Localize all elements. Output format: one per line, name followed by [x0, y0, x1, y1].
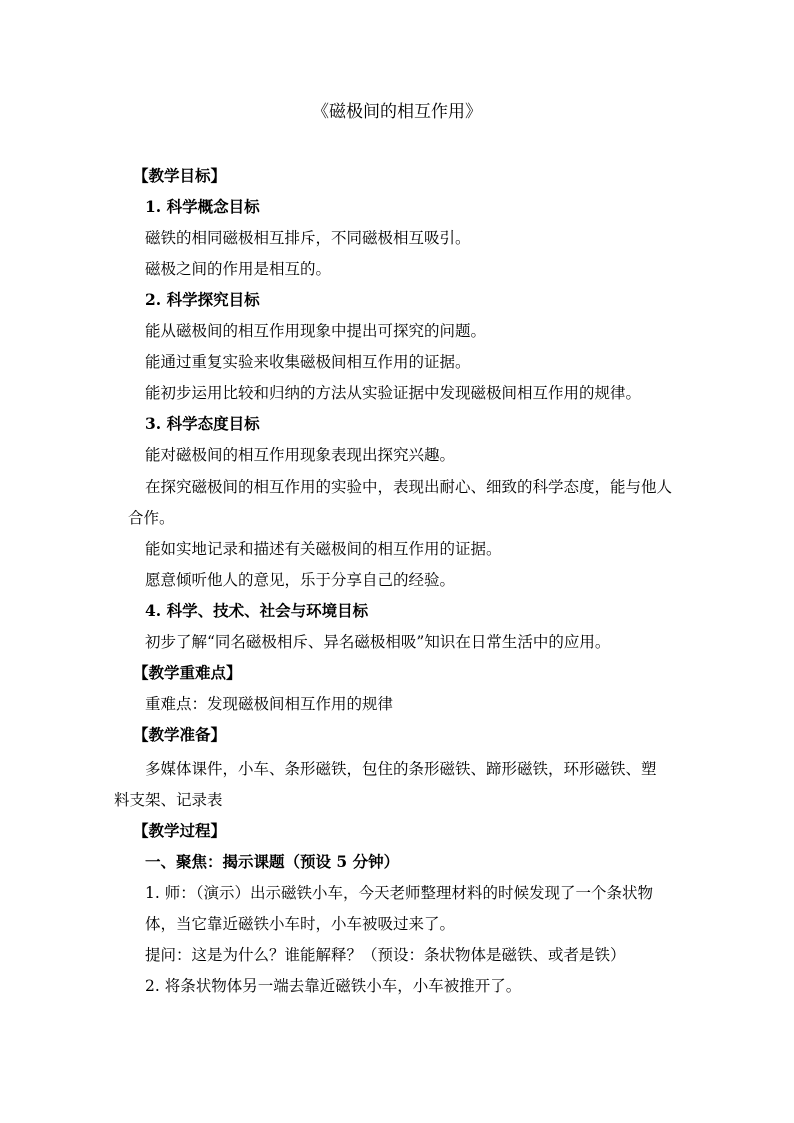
- step-1-line-3: 2. 将条状物体另一端去靠近磁铁小车，小车被推开了。: [145, 977, 522, 995]
- objective-1-line-1: 磁铁的相同磁极相互排斥，不同磁极相互吸引。: [145, 229, 471, 247]
- step-1-heading: 一、聚焦：揭示课题（预设 5 分钟）: [145, 852, 400, 871]
- preparation-line-1b: 料支架、记录表: [114, 791, 223, 809]
- objective-3-line-1: 能对磁极间的相互作用现象表现出探究兴趣。: [145, 446, 456, 464]
- objective-3-heading: 3. 科学态度目标: [145, 414, 260, 433]
- document-title: 《磁极间的相互作用》: [312, 102, 482, 122]
- objective-1-heading: 1. 科学概念目标: [145, 197, 260, 216]
- process-heading: 【教学过程】: [133, 821, 227, 840]
- step-1-line-1a: 1. 师：（演示）出示磁铁小车，今天老师整理材料的时候发现了一个条状物: [145, 884, 653, 902]
- key-points-heading: 【教学重难点】: [133, 663, 242, 682]
- objective-3-line-4: 愿意倾听他人的意见，乐于分享自己的经验。: [145, 571, 456, 589]
- key-points-line-1: 重难点：发现磁极间相互作用的规律: [145, 695, 394, 713]
- objective-3-line-3: 能如实地记录和描述有关磁极间的相互作用的证据。: [145, 540, 502, 558]
- step-1-line-1b: 体，当它靠近磁铁小车时，小车被吸过来了。: [145, 915, 456, 933]
- objective-2-heading: 2. 科学探究目标: [145, 290, 260, 309]
- objective-1-line-2: 磁极之间的作用是相互的。: [145, 260, 332, 278]
- objective-3-line-2a: 在探究磁极间的相互作用的实验中，表现出耐心、细致的科学态度，能与他人: [145, 478, 673, 496]
- objective-4-line-1: 初步了解“同名磁极相斥、异名磁极相吸”知识在日常生活中的应用。: [145, 633, 611, 651]
- objective-2-line-1: 能从磁极间的相互作用现象中提出可探究的问题。: [145, 322, 487, 340]
- preparation-heading: 【教学准备】: [133, 725, 227, 744]
- objectives-heading: 【教学目标】: [133, 166, 227, 185]
- objective-2-line-3: 能初步运用比较和归纳的方法从实验证据中发现磁极间相互作用的规律。: [145, 384, 642, 402]
- step-1-line-2: 提问：这是为什么？谁能解释？（预设：条状物体是磁铁、或者是铁）: [145, 946, 626, 964]
- objective-2-line-2: 能通过重复实验来收集磁极间相互作用的证据。: [145, 353, 471, 371]
- preparation-line-1a: 多媒体课件，小车、条形磁铁，包住的条形磁铁、蹄形磁铁，环形磁铁、塑: [145, 760, 657, 778]
- objective-4-heading: 4. 科学、技术、社会与环境目标: [145, 601, 369, 620]
- objective-3-line-2b: 合作。: [128, 509, 175, 527]
